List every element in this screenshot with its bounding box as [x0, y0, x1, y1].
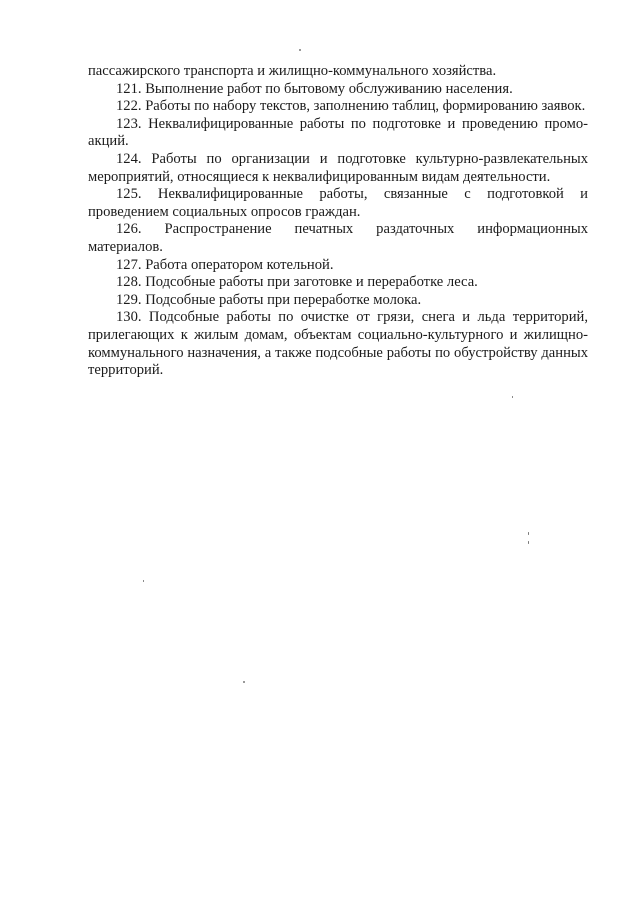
list-item-124: 124. Работы по организации и подготовке культурно-развлекательных мероприятий, относящиеся к неквалифицированным видам деятельности. [88, 150, 588, 185]
list-item-123: 123. Неквалифицированные работы по подготовке и проведению промо-акций. [88, 115, 588, 150]
scan-speck [528, 541, 529, 544]
scan-speck [528, 532, 529, 535]
scan-speck [512, 396, 513, 398]
paragraph-continuation: пассажирского транспорта и жилищно-коммунального хозяйства. [88, 63, 497, 79]
list-item-126: 126. Распространение печатных раздаточных информационных материалов. [88, 221, 588, 255]
scan-speck [243, 681, 245, 683]
list-item-125: 125. Неквалифицированные работы, связанные с подготовкой и проведением социальных опросов граждан. [88, 186, 588, 220]
list-item-122: 122. Работы по набору текстов, заполнению таблиц, формированию заявок. [116, 98, 586, 115]
document-body [88, 63, 588, 380]
scan-speck [299, 49, 301, 51]
list-item-128: 128. Подсобные работы при заготовке и переработке леса. [116, 274, 478, 291]
list-item-127: 127. Работа оператором котельной. [116, 256, 334, 273]
scan-speck [143, 580, 144, 582]
list-item-130: 130. Подсобные работы по очистке от грязи, снега и льда территорий, прилегающих к жилым домам, объектам социально-культурного и жилищно-коммунального назначения, а также подсобные работы по обустройству данных территорий. [88, 309, 588, 379]
list-item-121: 121. Выполнение работ по бытовому обслуживанию населения. [116, 80, 513, 97]
list-item-129: 129. Подсобные работы при переработке молока. [116, 291, 422, 308]
